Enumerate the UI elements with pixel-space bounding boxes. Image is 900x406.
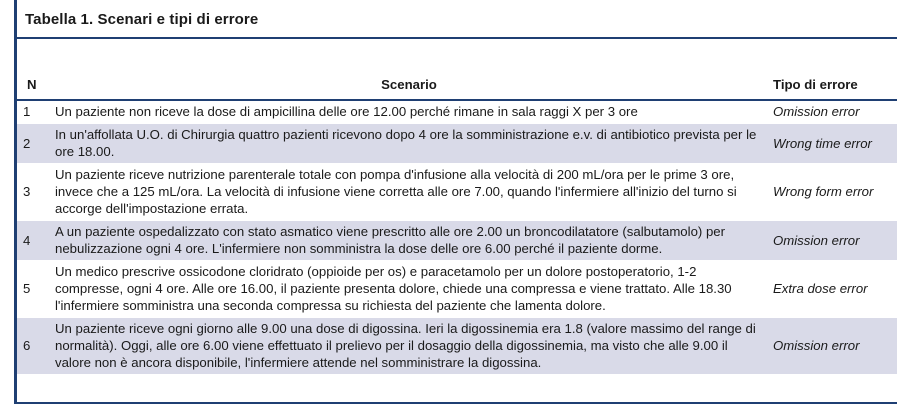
table-frame <box>14 0 897 404</box>
row-scenario: A un paziente ospedalizzato con stato asmatico viene prescritto alle ore 2.00 un broncodilatatore (salbutamolo) per nebulizzazione ogni 4 ore. L'infermiere non somministra la dose delle ore 6.00 perché il paziente dorme. <box>51 221 767 261</box>
row-number: 3 <box>17 164 51 221</box>
table-row <box>17 318 897 375</box>
table-row <box>17 164 897 221</box>
error-scenarios-table <box>17 69 897 375</box>
row-number: 4 <box>17 221 51 261</box>
header-scenario: Scenario <box>51 69 767 100</box>
row-number: 6 <box>17 318 51 375</box>
row-error-type: Omission error <box>767 221 897 261</box>
row-scenario: Un paziente riceve nutrizione parenterale totale con pompa d'infusione alla velocità di 200 mL/ora per le prime 3 ore, invece che a 125 mL/ora. La velocità di infusione viene corretta alle ore 7.00, quando l'infermiere all'inizio del turno si accorge dell'impostazione errata. <box>51 164 767 221</box>
header-tipo: Tipo di errore <box>767 69 897 100</box>
row-error-type: Wrong time error <box>767 124 897 164</box>
row-scenario: Un paziente non riceve la dose di ampicillina delle ore 12.00 perché rimane in sala raggi X per 3 ore <box>51 100 767 124</box>
table-row <box>17 261 897 318</box>
title-rule <box>17 37 897 39</box>
row-error-type: Extra dose error <box>767 261 897 318</box>
table-row <box>17 124 897 164</box>
row-number: 5 <box>17 261 51 318</box>
row-number: 1 <box>17 100 51 124</box>
table-title: Tabella 1. Scenari e tipi di errore <box>25 11 259 28</box>
row-error-type: Omission error <box>767 100 897 124</box>
row-scenario: In un'affollata U.O. di Chirurgia quattro pazienti ricevono dopo 4 ore la somministrazione e.v. di antibiotico prevista per le ore 18.00. <box>51 124 767 164</box>
row-error-type: Omission error <box>767 318 897 375</box>
bottom-rule <box>17 402 897 404</box>
row-number: 2 <box>17 124 51 164</box>
table-row <box>17 100 897 124</box>
header-row <box>17 69 897 100</box>
table-row <box>17 221 897 261</box>
header-n: N <box>17 69 51 100</box>
row-scenario: Un medico prescrive ossicodone cloridrato (oppioide per os) e paracetamolo per un dolore postoperatorio, 1-2 compresse, ogni 4 ore. Alle ore 16.00, il paziente presenta dolore, chiede una compressa e viene trattato. Alle 18.30 l'infermiere somministra una seconda compressa su richiesta del paziente che lamenta dolore. <box>51 261 767 318</box>
row-scenario: Un paziente riceve ogni giorno alle 9.00 una dose di digossina. Ieri la digossinemia era 1.8 (valore massimo del range di normalità). Oggi, alle ore 6.00 viene effettuato il prelievo per il dosaggio della digossinemia, ma visto che alle 9.00 il valore non è ancora disponibile, l'infermiere attende nel somministrare la digossina. <box>51 318 767 375</box>
row-error-type: Wrong form error <box>767 164 897 221</box>
